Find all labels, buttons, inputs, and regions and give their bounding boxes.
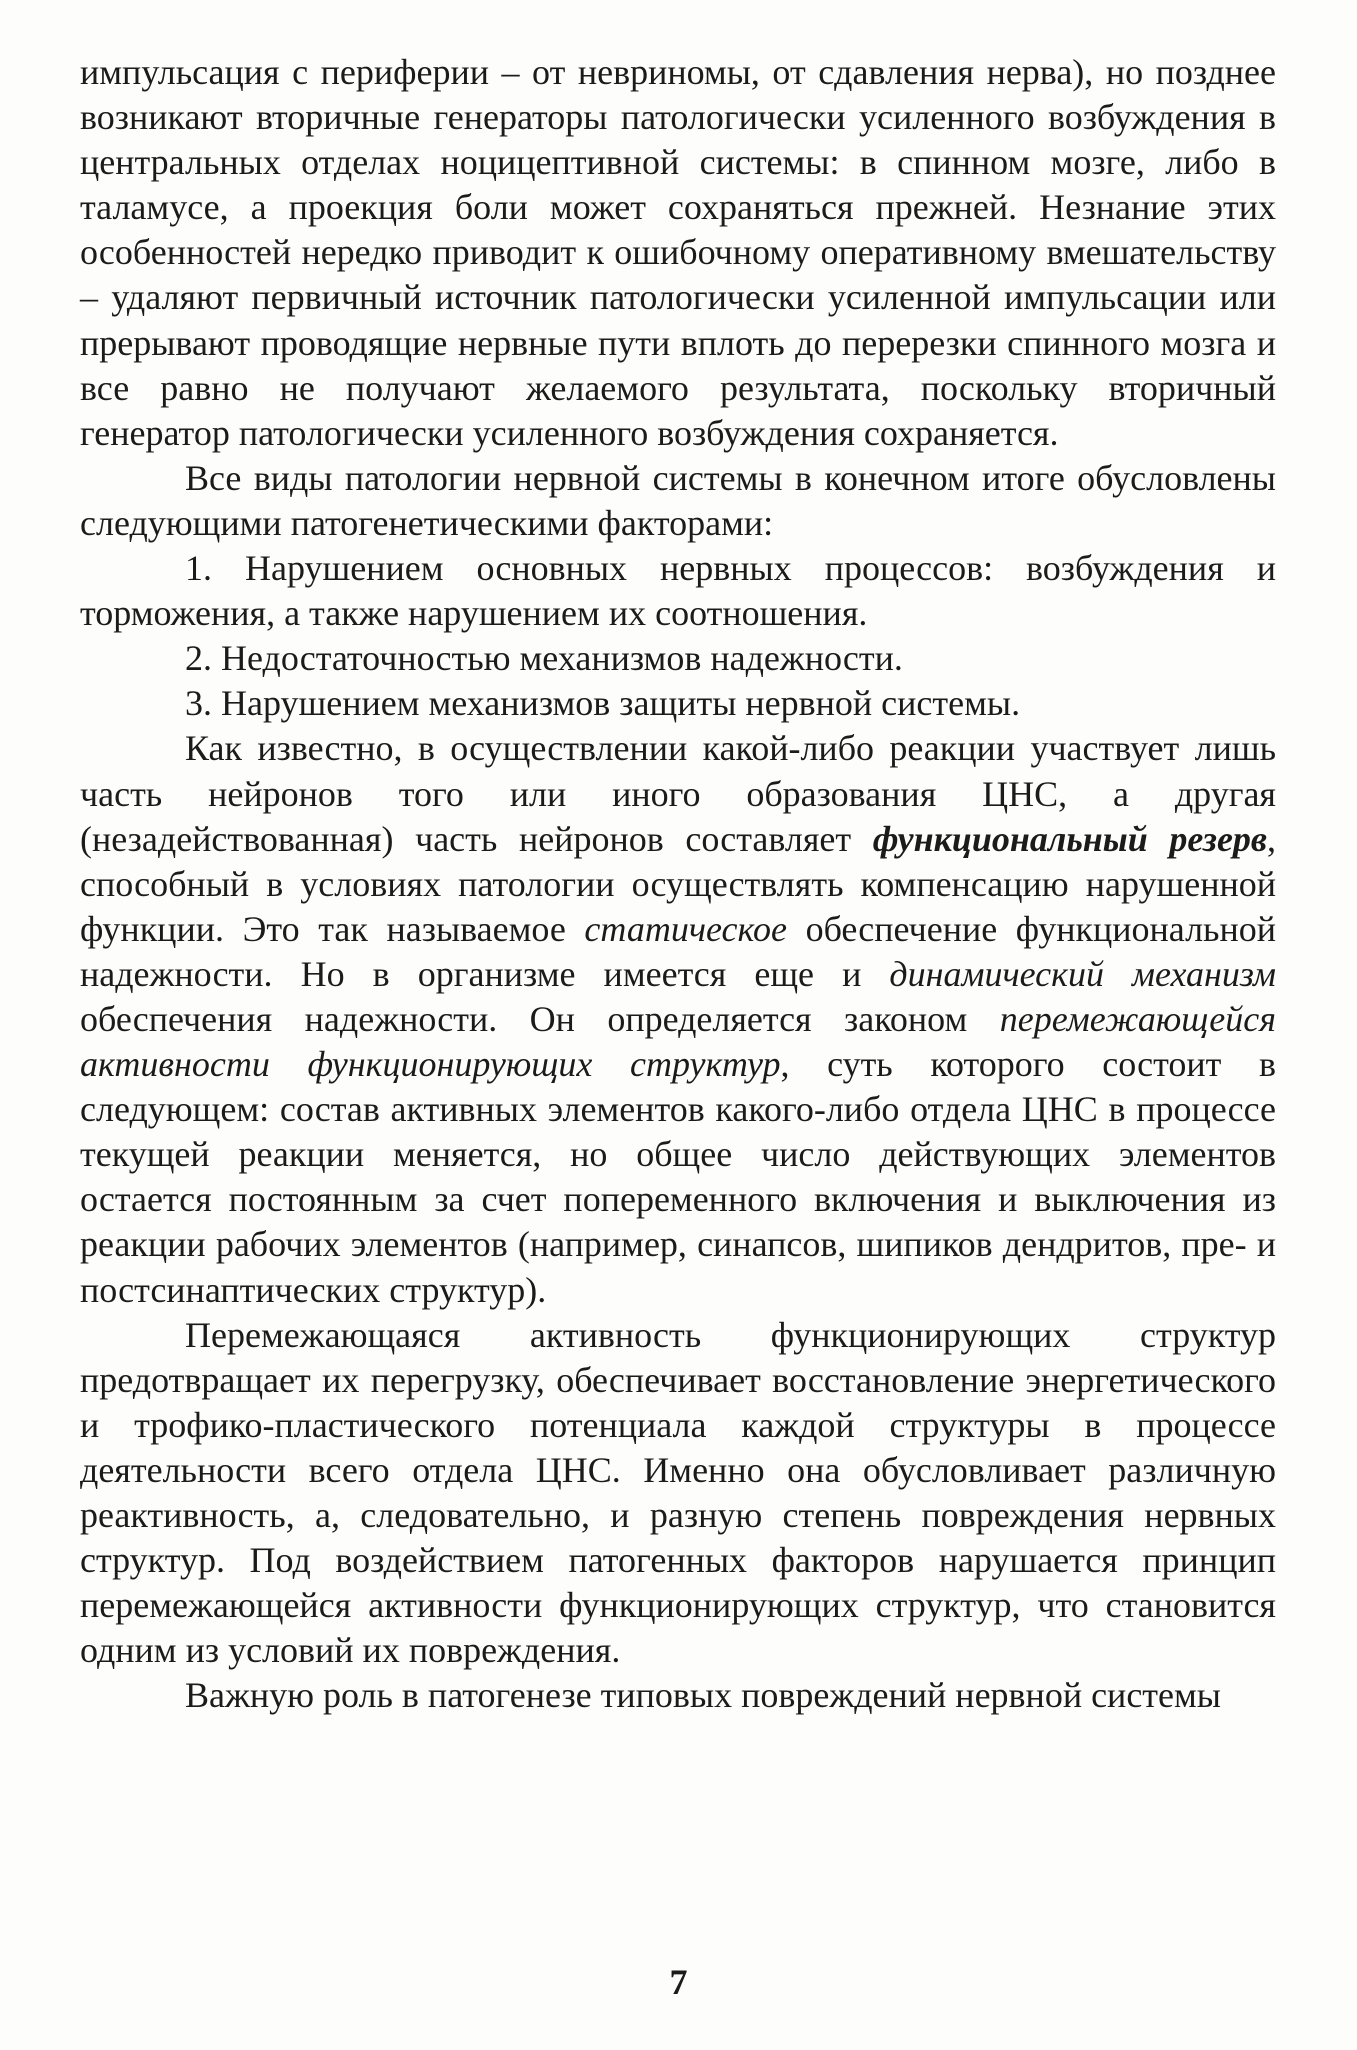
emphasis-term: функциональный резерв: [872, 818, 1268, 859]
emphasis-term: статическое: [584, 908, 787, 949]
list-item: 3. Нарушением механизмов защиты нервной системы.: [185, 683, 1021, 724]
paragraph: [80, 726, 1276, 1312]
list-item: 2. Недостаточностью механизмов надежности.: [185, 638, 903, 679]
paragraph: импульсация с периферии – от невриномы, от сдавления нерва), но позднее возникают вторичные генераторы патологически усиленного возбуждения в центральных отделах ноцицептивной системы: в спинном мозге, либо в таламусе, а проекция боли может сохраняться прежней. Незнание этих особенностей нередко приводит к ошибочному оперативному вмешательству – удаляют первичный источник патологически усиленной импульсации или прерывают проводящие нервные пути вплоть до перерезки спинного мозга и все равно не получают желаемого результата, поскольку вторичный генератор патологически усиленного возбуждения сохраняется.: [80, 52, 1276, 453]
text-run: , суть которого состоит в следующем: состав активных элементов какого-либо отдела ЦНС в процессе текущей реакции меняется, но общее число действующих элементов остается постоянным за счет попеременного включения и выключения из реакции рабочих элементов (например, синапсов, шипиков дендритов, пре- и постсинаптических структур).: [80, 1044, 1276, 1310]
text-run: обеспечение функциональной надежности. Но в организме имеется еще и: [80, 908, 1276, 994]
list-item: 1. Нарушением основных нервных процессов: возбуждения и торможения, а также нарушением их соотношения.: [80, 548, 1276, 634]
text-run: обеспечения надежности. Он определяется законом: [80, 998, 1000, 1039]
page-number: 7: [669, 1962, 688, 2002]
text-run: Как известно, в осуществлении какой-либо реакции участвует лишь часть нейронов того или иного образования ЦНС, а другая (незадействованная) часть нейронов составляет: [80, 728, 1276, 859]
paragraph: Важную роль в патогенезе типовых повреждений нервной системы: [185, 1675, 1221, 1716]
paragraph: Все виды патологии нервной системы в конечном итоге обусловлены следующими патогенетическими факторами:: [80, 457, 1276, 543]
body-text: [80, 50, 1276, 1718]
emphasis-term: перемежающейся активности функционирующих структур: [80, 998, 1276, 1085]
emphasis-term: динамический механизм: [889, 953, 1276, 994]
text-run: , способный в условиях патологии осуществлять компенсацию нарушенной функции. Это так называемое: [80, 818, 1277, 949]
paragraph: Перемежающаяся активность функционирующих структур предотвращает их перегрузку, обеспечивает восстановление энергетического и трофико-пластического потенциала каждой структуры в процессе деятельности всего отдела ЦНС. Именно она обусловливает различную реактивность, а, следовательно, и разную степень повреждения нервных структур. Под воздействием патогенных факторов нарушается принцип перемежающейся активности функционирующих структур, что становится одним из условий их повреждения.: [80, 1314, 1276, 1671]
